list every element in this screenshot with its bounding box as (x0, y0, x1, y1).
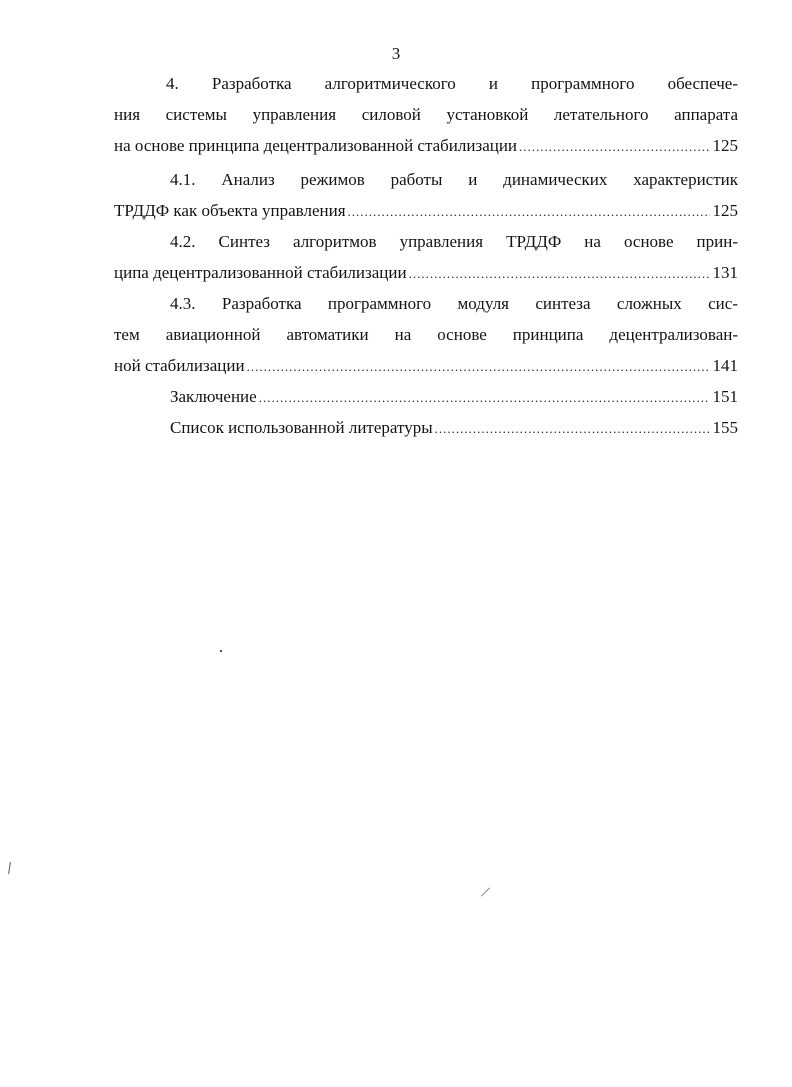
toc-entry-line: 4.1. Анализ режимов работы и динамических характеристик (170, 170, 738, 189)
toc-entry-references[interactable] (114, 412, 738, 443)
toc-page-number: 125 (712, 136, 738, 155)
toc-entry-text: Список использованной литературы (170, 418, 433, 437)
toc-entry-last-line (114, 412, 738, 443)
dot-leader (259, 382, 710, 412)
toc-page-number: 151 (712, 387, 738, 406)
toc-entry-line: 4. Разработка алгоритмического и программного обеспече- (166, 74, 738, 93)
scan-mark (481, 887, 490, 896)
toc-entry-section-4[interactable] (114, 68, 738, 161)
toc-page-number: 155 (712, 418, 738, 437)
toc-entry-text: ципа децентрализованной стабилизации (114, 263, 407, 282)
toc-page-number: 125 (712, 201, 738, 220)
dot-leader (519, 131, 709, 161)
toc-entry-last-line (114, 195, 738, 226)
toc-entry-section-4-1[interactable] (114, 164, 738, 226)
toc-page-number: 141 (712, 356, 738, 375)
toc-entry-section-4-2[interactable] (114, 226, 738, 288)
toc-entry-text: на основе принципа децентрализованной стабилизации (114, 136, 518, 155)
toc-entry-conclusion[interactable] (114, 381, 738, 412)
toc-entry-line: 4.2. Синтез алгоритмов управления ТРДДФ на основе прин- (170, 232, 738, 251)
dot-leader (435, 413, 710, 443)
page-number: 3 (391, 44, 401, 63)
toc-entry-last-line (114, 257, 738, 288)
toc-page-number: 131 (712, 263, 738, 282)
toc-entry-last-line (114, 350, 738, 381)
scan-mark (8, 862, 11, 874)
toc-entry-section-4-3[interactable] (114, 288, 738, 381)
toc-entry-text: ТРДДФ как объекта управления (114, 201, 346, 220)
toc-entry-text: ной стабилизации (114, 356, 245, 375)
toc-entry-last-line (114, 130, 738, 161)
toc-entry-line: ния системы управления силовой установкой летательного аппарата (114, 105, 738, 124)
dot-leader (409, 258, 710, 288)
dot-leader (348, 196, 710, 226)
scan-speck (220, 650, 222, 652)
toc-entry-line: тем авиационной автоматики на основе принципа децентрализован- (114, 325, 738, 344)
toc-entry-line: 4.3. Разработка программного модуля синтеза сложных сис- (170, 294, 738, 313)
table-of-contents (114, 68, 738, 443)
toc-entry-text: Заключение (170, 387, 257, 406)
dot-leader (247, 351, 710, 381)
toc-entry-last-line (114, 381, 738, 412)
